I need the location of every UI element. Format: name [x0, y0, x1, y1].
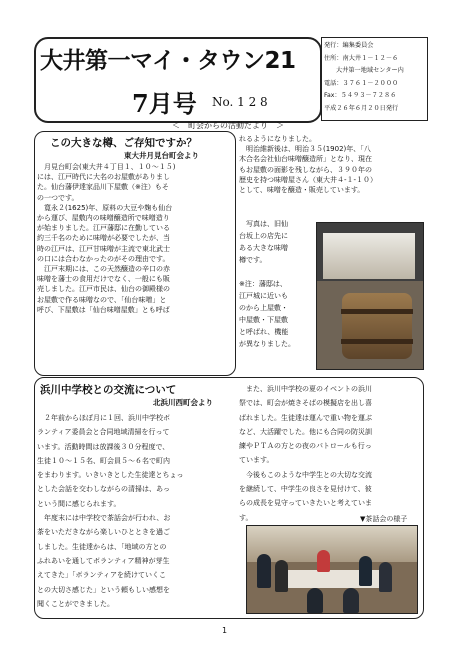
photo-person [317, 550, 330, 572]
publisher-info-box [321, 37, 428, 121]
photo-wall [247, 526, 417, 562]
photo-person [359, 556, 372, 586]
text-line: から運び、屋敷内の味噌醸造所で味噌造り [37, 214, 170, 223]
masthead-title: 大井第一マイ・タウン21 [40, 48, 296, 74]
text-line [239, 266, 313, 278]
text-line: の口には合わなかったのがその理由です。 [37, 254, 170, 263]
section-banner: ＜ 町会からの活動だより ＞ [172, 121, 284, 130]
text-line: をまわります。いきいきとした生徒達とちょっ [37, 471, 184, 480]
photo-barrel-hoop [341, 309, 413, 314]
article1-col2 [239, 134, 423, 195]
text-line: の一つです。 [37, 193, 79, 202]
issue-number: No. 1 2 8 [212, 95, 268, 109]
text-line: 年度末には中学校で茶話会が行われ、お [37, 514, 171, 523]
text-line: 約三千名のために味噌が必要でしたが、当 [37, 234, 170, 243]
text-line: 時の江戸は、江戸甘味噌が主流で東北武士 [37, 244, 170, 253]
text-line: います。活動時間は放課後３０分程度で、 [37, 442, 170, 451]
text-line: ランティア委員会と合同地域清掃を行って [37, 428, 170, 437]
photo-caption: ▼茶話会の様子 [360, 515, 408, 523]
text-line: 写真は、旧仙 [239, 220, 288, 228]
text-line: 今後もこのような中学生との大切な交流 [239, 470, 372, 479]
photo-barrel-hoop [341, 339, 413, 344]
text-line: らの成長を見守っていきたいと考えていま [239, 499, 372, 508]
article1-title: この大きな樽、ご存知ですか？ [50, 137, 197, 149]
publisher-line: 発行：編集委員会 [324, 42, 374, 49]
text-line: す。 [239, 513, 253, 522]
text-line: 売しました。江戸市民は、仙台の御殿様の [37, 285, 170, 294]
publisher-line: 住所：南大井１－１２－６ [324, 54, 399, 62]
article2-byline: 北浜川西町会より [153, 398, 213, 407]
miso-barrel-photo [316, 222, 424, 370]
text-line: 寛永２(1625)年、原料の大豆や麹も仙台 [37, 203, 173, 212]
text-line: 江戸城に近いも [239, 292, 288, 300]
article1-byline: 東大井月見台町会より [124, 151, 199, 160]
article2-col1 [37, 411, 233, 611]
publisher-line: 電話：３７６１－２０００ [324, 79, 399, 87]
photo-barrel [342, 293, 412, 359]
text-line: 樽です。 [239, 256, 267, 264]
text-line: と呼ばれ、機能 [239, 328, 289, 336]
photo-person [275, 560, 288, 592]
article1-col1 [37, 162, 233, 315]
text-line: を継続して、中学生の良さを見付けて、彼 [239, 485, 372, 494]
text-line: 味噌を藩士の食用だけでなく、一般にも販 [37, 275, 170, 284]
text-line: お屋敷で作る味噌なので、「仙台味噌」と [37, 295, 167, 304]
text-line: 明治維新後は、明治３５(1902)年、「八 [239, 145, 371, 154]
article2-title: 浜川中学校との交流について [40, 384, 177, 396]
text-line: ています。 [239, 456, 274, 465]
text-line: ふれあいを通してボランティア精神が芽生 [37, 556, 170, 565]
text-line: が異なりました。 [239, 340, 295, 348]
page-number: 1 [222, 626, 228, 635]
text-line: として、味噌を醸造・販売しています。 [239, 186, 365, 195]
text-line: 茶をいただきながら楽しいひとときを過ご [37, 528, 170, 537]
article2-col2 [239, 382, 421, 525]
text-line: もお屋敷の面影を残しながら、３９０年の [239, 165, 372, 174]
text-line: た。仙台藩伊達家品川下屋敷（※注）もそ [37, 183, 169, 192]
text-line: また、浜川中学校の夏のイベントの浜川 [239, 385, 372, 393]
publisher-line: Fax：５４９３－７２８６ [324, 92, 397, 100]
publisher-line: 大井第一地域センター内 [336, 67, 404, 75]
issue-month: 7月号 [132, 89, 197, 118]
text-line: が始まりました。江戸藩邸に在勤している [37, 224, 170, 233]
text-line: れるようになりました。 [239, 135, 316, 143]
text-line: ばれました。生徒達は運んで重い物を運ぶ [239, 413, 372, 422]
text-line: のから上屋敷・ [239, 304, 288, 312]
text-line: 歴史を持つ味噌屋さん（東大井４-１-１０） [239, 175, 378, 184]
text-line: ２年前からほぼ月に１回、浜川中学校ボ [37, 414, 170, 422]
text-line: 聞くことができました。 [37, 599, 114, 608]
text-line: ある大きな味噌 [239, 244, 288, 252]
text-line: しました。生徒達からは、「地域の方との [37, 542, 167, 551]
text-line: えてきた」「ボランティアを続けていくこ [37, 571, 166, 580]
photo-person [257, 554, 271, 588]
text-line: という間に感じられます。 [37, 499, 121, 508]
text-line: 江戸末期には、この天然醸造の辛口の赤 [37, 265, 170, 274]
text-line: 生徒１０～１５名、町会員５～６名で町内 [37, 456, 170, 465]
text-line: 台坂上の店先に [239, 232, 288, 240]
photo-window [323, 233, 415, 279]
publisher-line: 平成２６年６月２０日発行 [324, 104, 399, 112]
text-line: とした会話を交わしながらの清掃は、あっ [37, 485, 170, 494]
article1-col2-side [239, 218, 313, 350]
text-line: 練やＰＴＡの方との夜のパトロールも行っ [239, 442, 372, 451]
photo-person [307, 588, 323, 613]
text-line: 祭では、町会が焼きそばの模擬店を出し喜 [239, 399, 372, 408]
text-line: 呼び、下屋敷は「仙台味噌屋敷」とも呼ば [37, 305, 170, 314]
text-line: との大切さ感じた」という頼もしい感想を [37, 585, 170, 594]
text-line: には、江戸時代に大名のお屋敷がありまし [37, 173, 170, 182]
text-line: 中屋敷・下屋敷 [239, 316, 288, 324]
text-line: など、大活躍でした。他にも合同の防災訓 [239, 427, 372, 436]
text-line: ※注：藩邸は、 [239, 280, 287, 288]
photo-person [379, 562, 392, 592]
text-line: 月見台町会(東大井４丁目１、１０～１５) [37, 163, 176, 171]
photo-person [343, 588, 359, 613]
tea-party-photo [246, 525, 418, 614]
text-line: 木合名会社仙台味噌醸造所」となり、現在 [239, 155, 372, 164]
